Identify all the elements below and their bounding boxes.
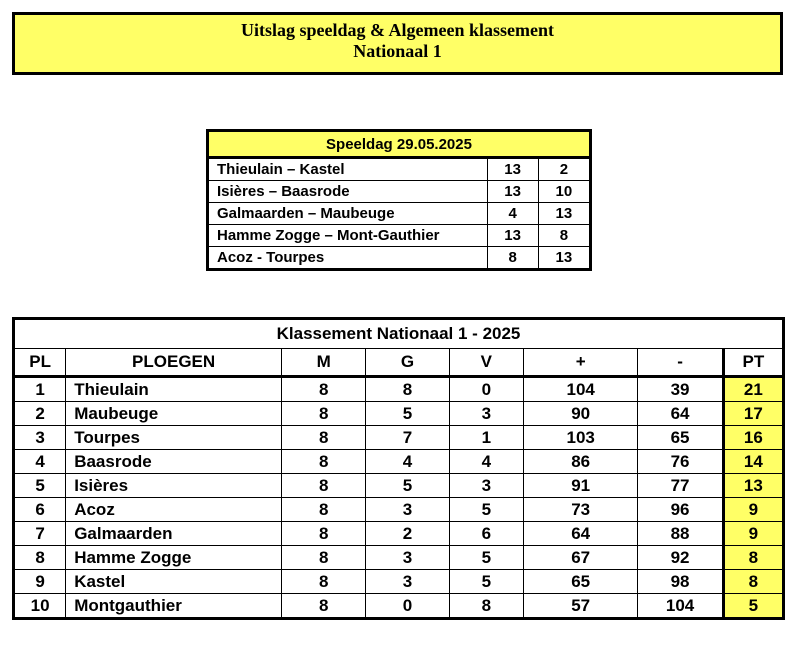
page-title: Uitslag speeldag & Algemeen klassement (241, 20, 554, 40)
lost-cell: 4 (449, 450, 523, 474)
played-cell: 8 (282, 546, 366, 570)
points-against-cell: 76 (638, 450, 723, 474)
team-name-cell: Baasrode (66, 450, 282, 474)
rank-cell: 6 (14, 498, 66, 522)
page-title-box (12, 12, 783, 75)
won-cell: 7 (366, 426, 449, 450)
points-cell: 14 (723, 450, 783, 474)
rank-cell: 4 (14, 450, 66, 474)
points-against-cell: 98 (638, 570, 723, 594)
points-against-cell: 88 (638, 522, 723, 546)
match-teams: Thieulain – Kastel (208, 158, 488, 181)
rank-cell: 7 (14, 522, 66, 546)
match-teams: Galmaarden – Maubeuge (208, 203, 488, 225)
team-name-cell: Maubeuge (66, 402, 282, 426)
standings-table (12, 317, 785, 620)
match-home-score: 4 (487, 203, 538, 225)
matchday-table (206, 129, 592, 271)
won-cell: 3 (366, 546, 449, 570)
points-cell: 9 (723, 498, 783, 522)
match-home-score: 13 (487, 225, 538, 247)
points-for-cell: 90 (523, 402, 637, 426)
matchday-header-row (208, 131, 591, 158)
match-row (208, 247, 591, 270)
played-cell: 8 (282, 474, 366, 498)
team-name-cell: Isières (66, 474, 282, 498)
points-for-cell: 64 (523, 522, 637, 546)
points-cell: 8 (723, 546, 783, 570)
col-header-v: V (449, 349, 523, 377)
table-row (14, 426, 784, 450)
won-cell: 8 (366, 377, 449, 402)
table-row (14, 570, 784, 594)
points-for-cell: 73 (523, 498, 637, 522)
points-for-cell: 57 (523, 594, 637, 619)
team-name-cell: Hamme Zogge (66, 546, 282, 570)
played-cell: 8 (282, 402, 366, 426)
match-teams: Acoz - Tourpes (208, 247, 488, 270)
points-against-cell: 39 (638, 377, 723, 402)
match-home-score: 13 (487, 158, 538, 181)
team-name-cell: Thieulain (66, 377, 282, 402)
col-header-pt: PT (723, 349, 783, 377)
match-teams: Hamme Zogge – Mont-Gauthier (208, 225, 488, 247)
match-teams: Isières – Baasrode (208, 181, 488, 203)
table-row (14, 522, 784, 546)
rank-cell: 1 (14, 377, 66, 402)
standings-header-row (14, 349, 784, 377)
col-header-g: G (366, 349, 449, 377)
won-cell: 3 (366, 498, 449, 522)
points-cell: 5 (723, 594, 783, 619)
points-cell: 8 (723, 570, 783, 594)
lost-cell: 8 (449, 594, 523, 619)
col-header-m: M (282, 349, 366, 377)
col-header-minus: - (638, 349, 723, 377)
points-against-cell: 96 (638, 498, 723, 522)
rank-cell: 5 (14, 474, 66, 498)
points-cell: 17 (723, 402, 783, 426)
played-cell: 8 (282, 498, 366, 522)
match-row (208, 181, 591, 203)
rank-cell: 8 (14, 546, 66, 570)
points-cell: 13 (723, 474, 783, 498)
played-cell: 8 (282, 522, 366, 546)
match-away-score: 13 (538, 247, 590, 270)
played-cell: 8 (282, 426, 366, 450)
match-home-score: 13 (487, 181, 538, 203)
won-cell: 0 (366, 594, 449, 619)
standings-caption-row (14, 319, 784, 349)
team-name-cell: Montgauthier (66, 594, 282, 619)
points-for-cell: 91 (523, 474, 637, 498)
won-cell: 5 (366, 402, 449, 426)
table-row (14, 450, 784, 474)
points-against-cell: 65 (638, 426, 723, 450)
points-against-cell: 104 (638, 594, 723, 619)
rank-cell: 3 (14, 426, 66, 450)
match-away-score: 10 (538, 181, 590, 203)
table-row (14, 546, 784, 570)
match-row (208, 225, 591, 247)
table-row (14, 594, 784, 619)
points-against-cell: 64 (638, 402, 723, 426)
points-for-cell: 103 (523, 426, 637, 450)
points-cell: 21 (723, 377, 783, 402)
lost-cell: 5 (449, 570, 523, 594)
played-cell: 8 (282, 570, 366, 594)
table-row (14, 474, 784, 498)
col-header-pl: PL (14, 349, 66, 377)
lost-cell: 5 (449, 546, 523, 570)
standings-title: Klassement Nationaal 1 - 2025 (14, 319, 784, 349)
won-cell: 4 (366, 450, 449, 474)
points-for-cell: 67 (523, 546, 637, 570)
rank-cell: 2 (14, 402, 66, 426)
points-for-cell: 104 (523, 377, 637, 402)
lost-cell: 5 (449, 498, 523, 522)
points-for-cell: 86 (523, 450, 637, 474)
match-row (208, 203, 591, 225)
team-name-cell: Tourpes (66, 426, 282, 450)
won-cell: 3 (366, 570, 449, 594)
lost-cell: 3 (449, 474, 523, 498)
rank-cell: 9 (14, 570, 66, 594)
lost-cell: 1 (449, 426, 523, 450)
match-away-score: 2 (538, 158, 590, 181)
points-cell: 9 (723, 522, 783, 546)
match-away-score: 13 (538, 203, 590, 225)
won-cell: 2 (366, 522, 449, 546)
table-row (14, 402, 784, 426)
match-row (208, 158, 591, 181)
played-cell: 8 (282, 450, 366, 474)
table-row (14, 377, 784, 402)
col-header-plus: + (523, 349, 637, 377)
points-for-cell: 65 (523, 570, 637, 594)
played-cell: 8 (282, 377, 366, 402)
team-name-cell: Kastel (66, 570, 282, 594)
lost-cell: 3 (449, 402, 523, 426)
team-name-cell: Galmaarden (66, 522, 282, 546)
matchday-title: Speeldag 29.05.2025 (208, 131, 591, 158)
rank-cell: 10 (14, 594, 66, 619)
match-away-score: 8 (538, 225, 590, 247)
team-name-cell: Acoz (66, 498, 282, 522)
points-against-cell: 77 (638, 474, 723, 498)
lost-cell: 6 (449, 522, 523, 546)
page-subtitle: Nationaal 1 (353, 41, 442, 61)
table-row (14, 498, 784, 522)
played-cell: 8 (282, 594, 366, 619)
points-against-cell: 92 (638, 546, 723, 570)
col-header-ploegen: PLOEGEN (66, 349, 282, 377)
lost-cell: 0 (449, 377, 523, 402)
match-home-score: 8 (487, 247, 538, 270)
points-cell: 16 (723, 426, 783, 450)
won-cell: 5 (366, 474, 449, 498)
